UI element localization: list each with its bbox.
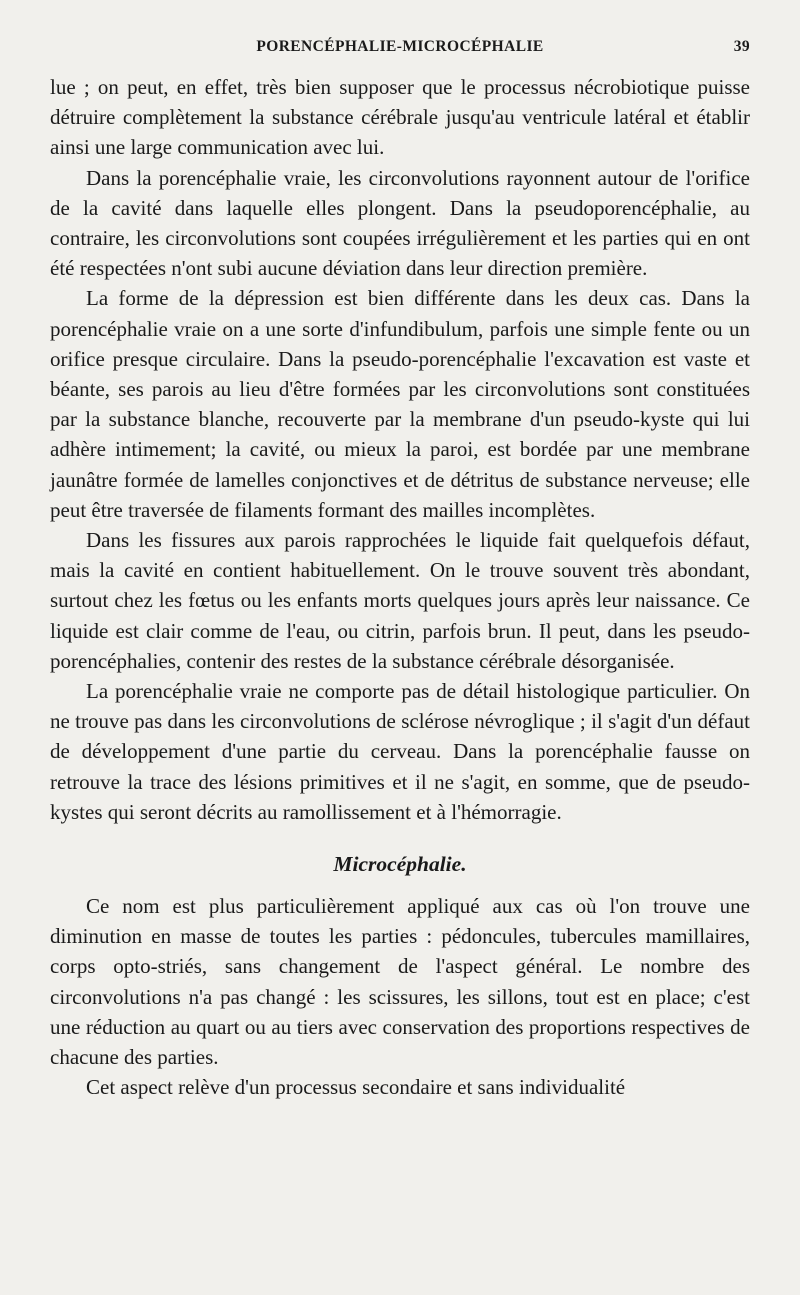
paragraph: La forme de la dépression est bien différente dans les deux cas. Dans la porencéphalie vraie on a une sorte d'infundibulum, parfois une simple fente ou un orifice presque circulaire. Dans la pseudo-porencéphalie l'excavation est vaste et béante, ses parois au lieu d'être formées par les circonvolutions sont constituées par la substance blanche, recouverte par la membrane d'un pseudo-kyste qui lui adhère intimement; la cavité, ou mieux la paroi, est bordée par une membrane jaunâtre formée de lamelles conjonctives et de détritus de substance nerveuse; elle peut être traversée de filaments formant des mailles incomplètes. [50,286,750,522]
running-title: PORENCÉPHALIE-MICROCÉPHALIE [256,38,544,55]
section-title: Microcéphalie. [333,852,467,877]
paragraph: La porencéphalie vraie ne comporte pas de détail histologique particulier. On ne trouve pas dans les circonvolutions de sclérose névroglique ; il s'agit d'un défaut de développement d'une partie du cerveau. Dans la porencéphalie fausse on retrouve la trace des lésions primitives et il ne s'agit, en somme, que de pseudo-kystes qui seront décrits au ramollissement et à l'hémorragie. [50,679,750,824]
paragraph: Cet aspect relève d'un processus secondaire et sans individualité [86,1075,626,1100]
paragraph: Dans les fissures aux parois rapprochées le liquide fait quelquefois défaut, mais la cavité en contient habituellement. On le trouve souvent très abondant, surtout chez les fœtus ou les enfants morts quelques jours après leur naissance. Ce liquide est clair comme de l'eau, ou citrin, parfois brun. Il peut, dans les pseudo-porencéphalies, contenir des restes de la substance cérébrale désorganisée. [50,528,750,673]
paragraph: Dans la porencéphalie vraie, les circonvolutions rayonnent autour de l'orifice de la cavité dans laquelle elles plongent. Dans la pseudoporencéphalie, au contraire, les circonvolutions sont coupées irrégulièrement et les parties qui en ont été respectées n'ont subi aucune déviation dans leur direction première. [50,165,750,281]
paragraph: lue ; on peut, en effet, très bien supposer que le processus nécrobiotique puisse détruire complètement la substance cérébrale jusqu'au ventricule latéral et établir ainsi une large communication avec lui. [50,75,750,160]
paragraph: Ce nom est plus particulièrement appliqué aux cas où l'on trouve une diminution en masse de toutes les parties : pédoncules, tubercules mamillaires, corps opto-striés, sans changement de l'aspect général. Le nombre des circonvolutions n'a pas changé : les scissures, les sillons, tout est en place; c'est une réduction au quart ou au tiers avec conservation des proportions respectives de chacune des parties. [50,894,750,1070]
running-head [50,34,750,68]
page-body [50,72,750,1103]
page-number: 39 [733,38,750,55]
